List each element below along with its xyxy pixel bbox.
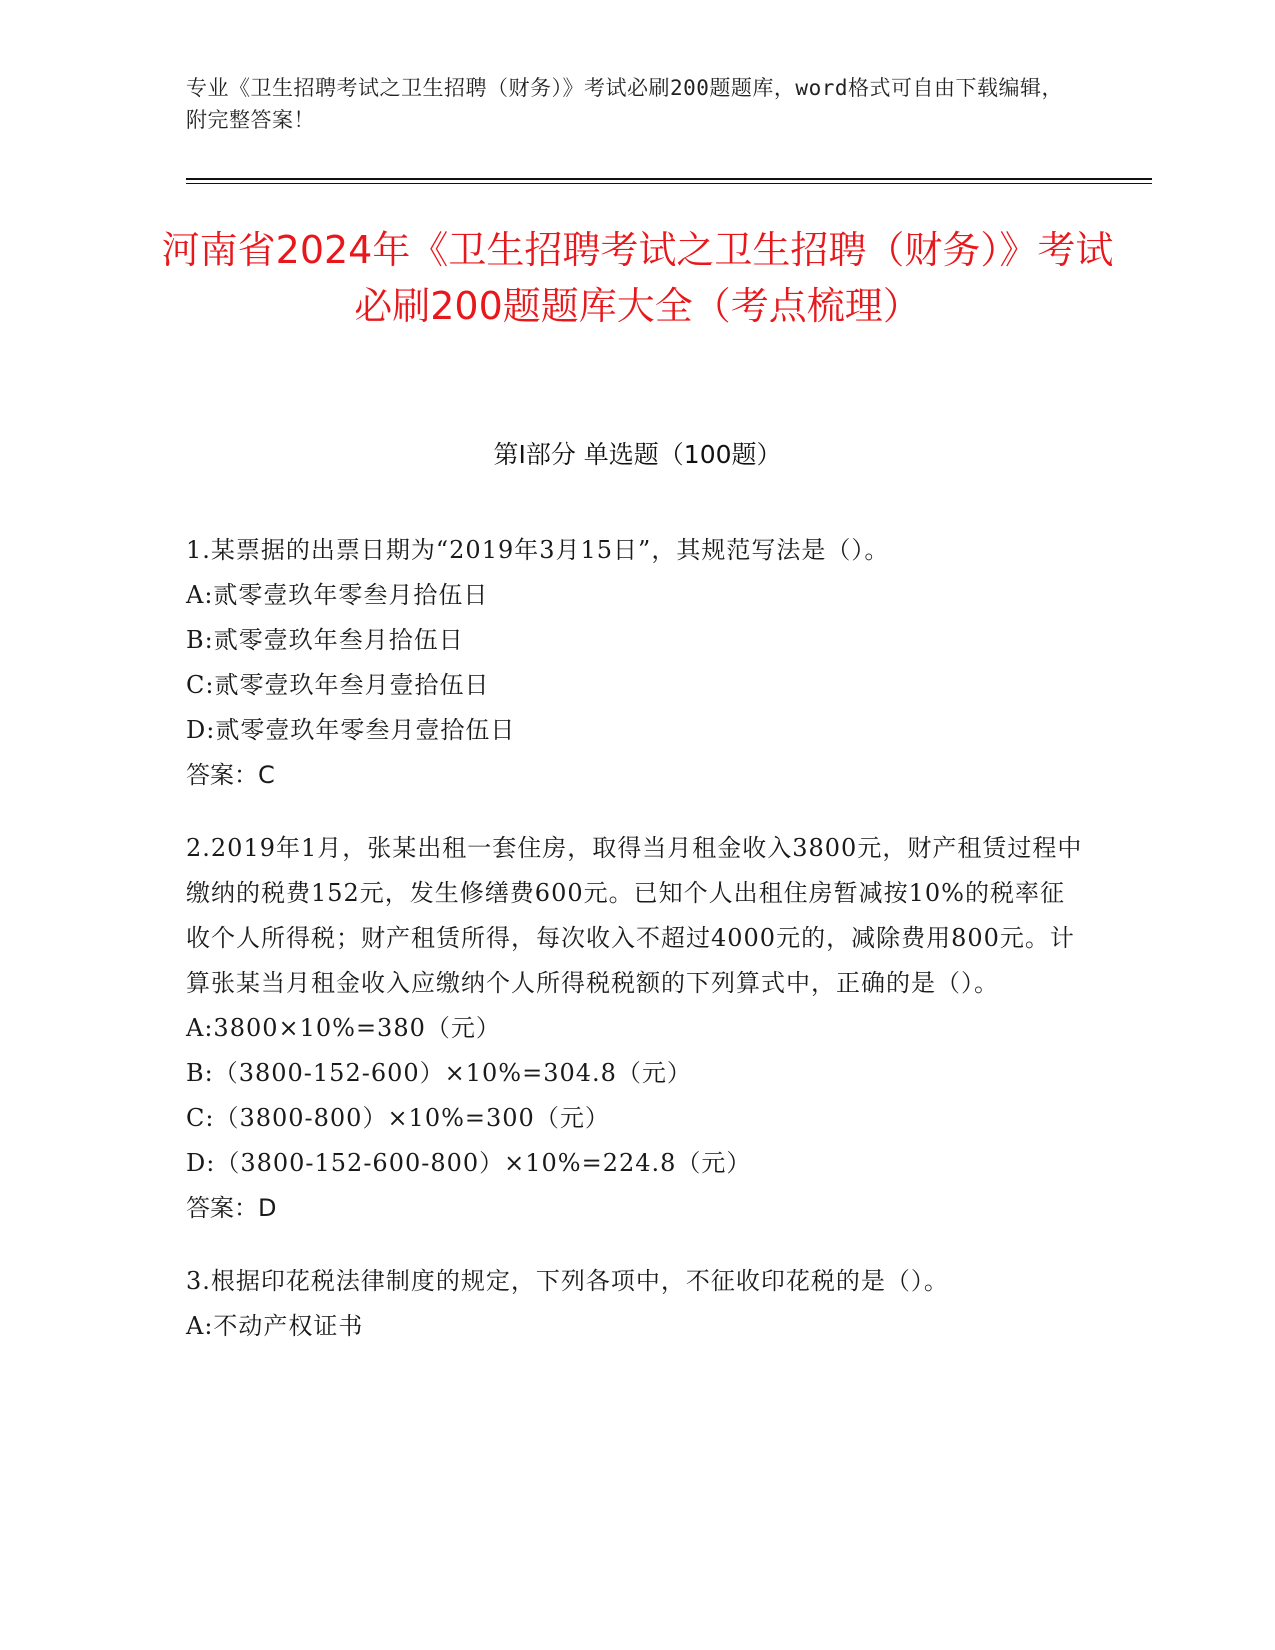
question-item	[186, 1259, 1086, 1349]
option-d: D:（3800-152-600-800）×10%=224.8（元）	[186, 1149, 752, 1177]
question-item	[186, 528, 1086, 798]
option-b: B:（3800-152-600）×10%=304.8（元）	[186, 1059, 692, 1087]
option-d: D:贰零壹玖年零叁月壹拾伍日	[186, 716, 516, 744]
header-rule-thick	[186, 178, 1152, 180]
answer-line: 答案：C	[186, 761, 275, 789]
option-a: A:不动产权证书	[186, 1312, 364, 1340]
option-c: C:（3800-800）×10%=300（元）	[186, 1104, 610, 1132]
question-stem: 3.根据印花税法律制度的规定，下列各项中，不征收印花税的是（）。	[186, 1267, 949, 1295]
answer-line: 答案：D	[186, 1194, 277, 1222]
document-title: 河南省2024年《卫生招聘考试之卫生招聘（财务）》考试必刷200题题库大全（考点梳理）	[161, 228, 1114, 328]
option-a: A:贰零壹玖年零叁月拾伍日	[186, 581, 489, 609]
option-c: C:贰零壹玖年叁月壹拾伍日	[186, 671, 490, 699]
section-title: 第I部分 单选题（100题）	[493, 440, 782, 469]
question-item	[186, 826, 1086, 1231]
question-stem: 2.2019年1月，张某出租一套住房，取得当月租金收入3800元，财产租赁过程中缴纳的税费152元，发生修缮费600元。已知个人出租住房暂减按10%的税率征收个人所得税；财产租赁所得，每次收入不超过4000元的，减除费用800元。计算张某当月租金收入应缴纳个人所得税税额的下列算式中，正确的是（）。	[186, 834, 1083, 997]
option-b: B:贰零壹玖年叁月拾伍日	[186, 626, 464, 654]
header-rule-thin	[186, 183, 1152, 184]
header-note: 专业《卫生招聘考试之卫生招聘（财务）》考试必刷200题题库，word格式可自由下载编辑，附完整答案！	[186, 76, 1063, 132]
question-stem: 1.某票据的出票日期为“2019年3月15日”，其规范写法是（）。	[186, 536, 890, 564]
question-list	[186, 528, 1086, 1377]
option-a: A:3800×10%=380（元）	[186, 1014, 501, 1042]
